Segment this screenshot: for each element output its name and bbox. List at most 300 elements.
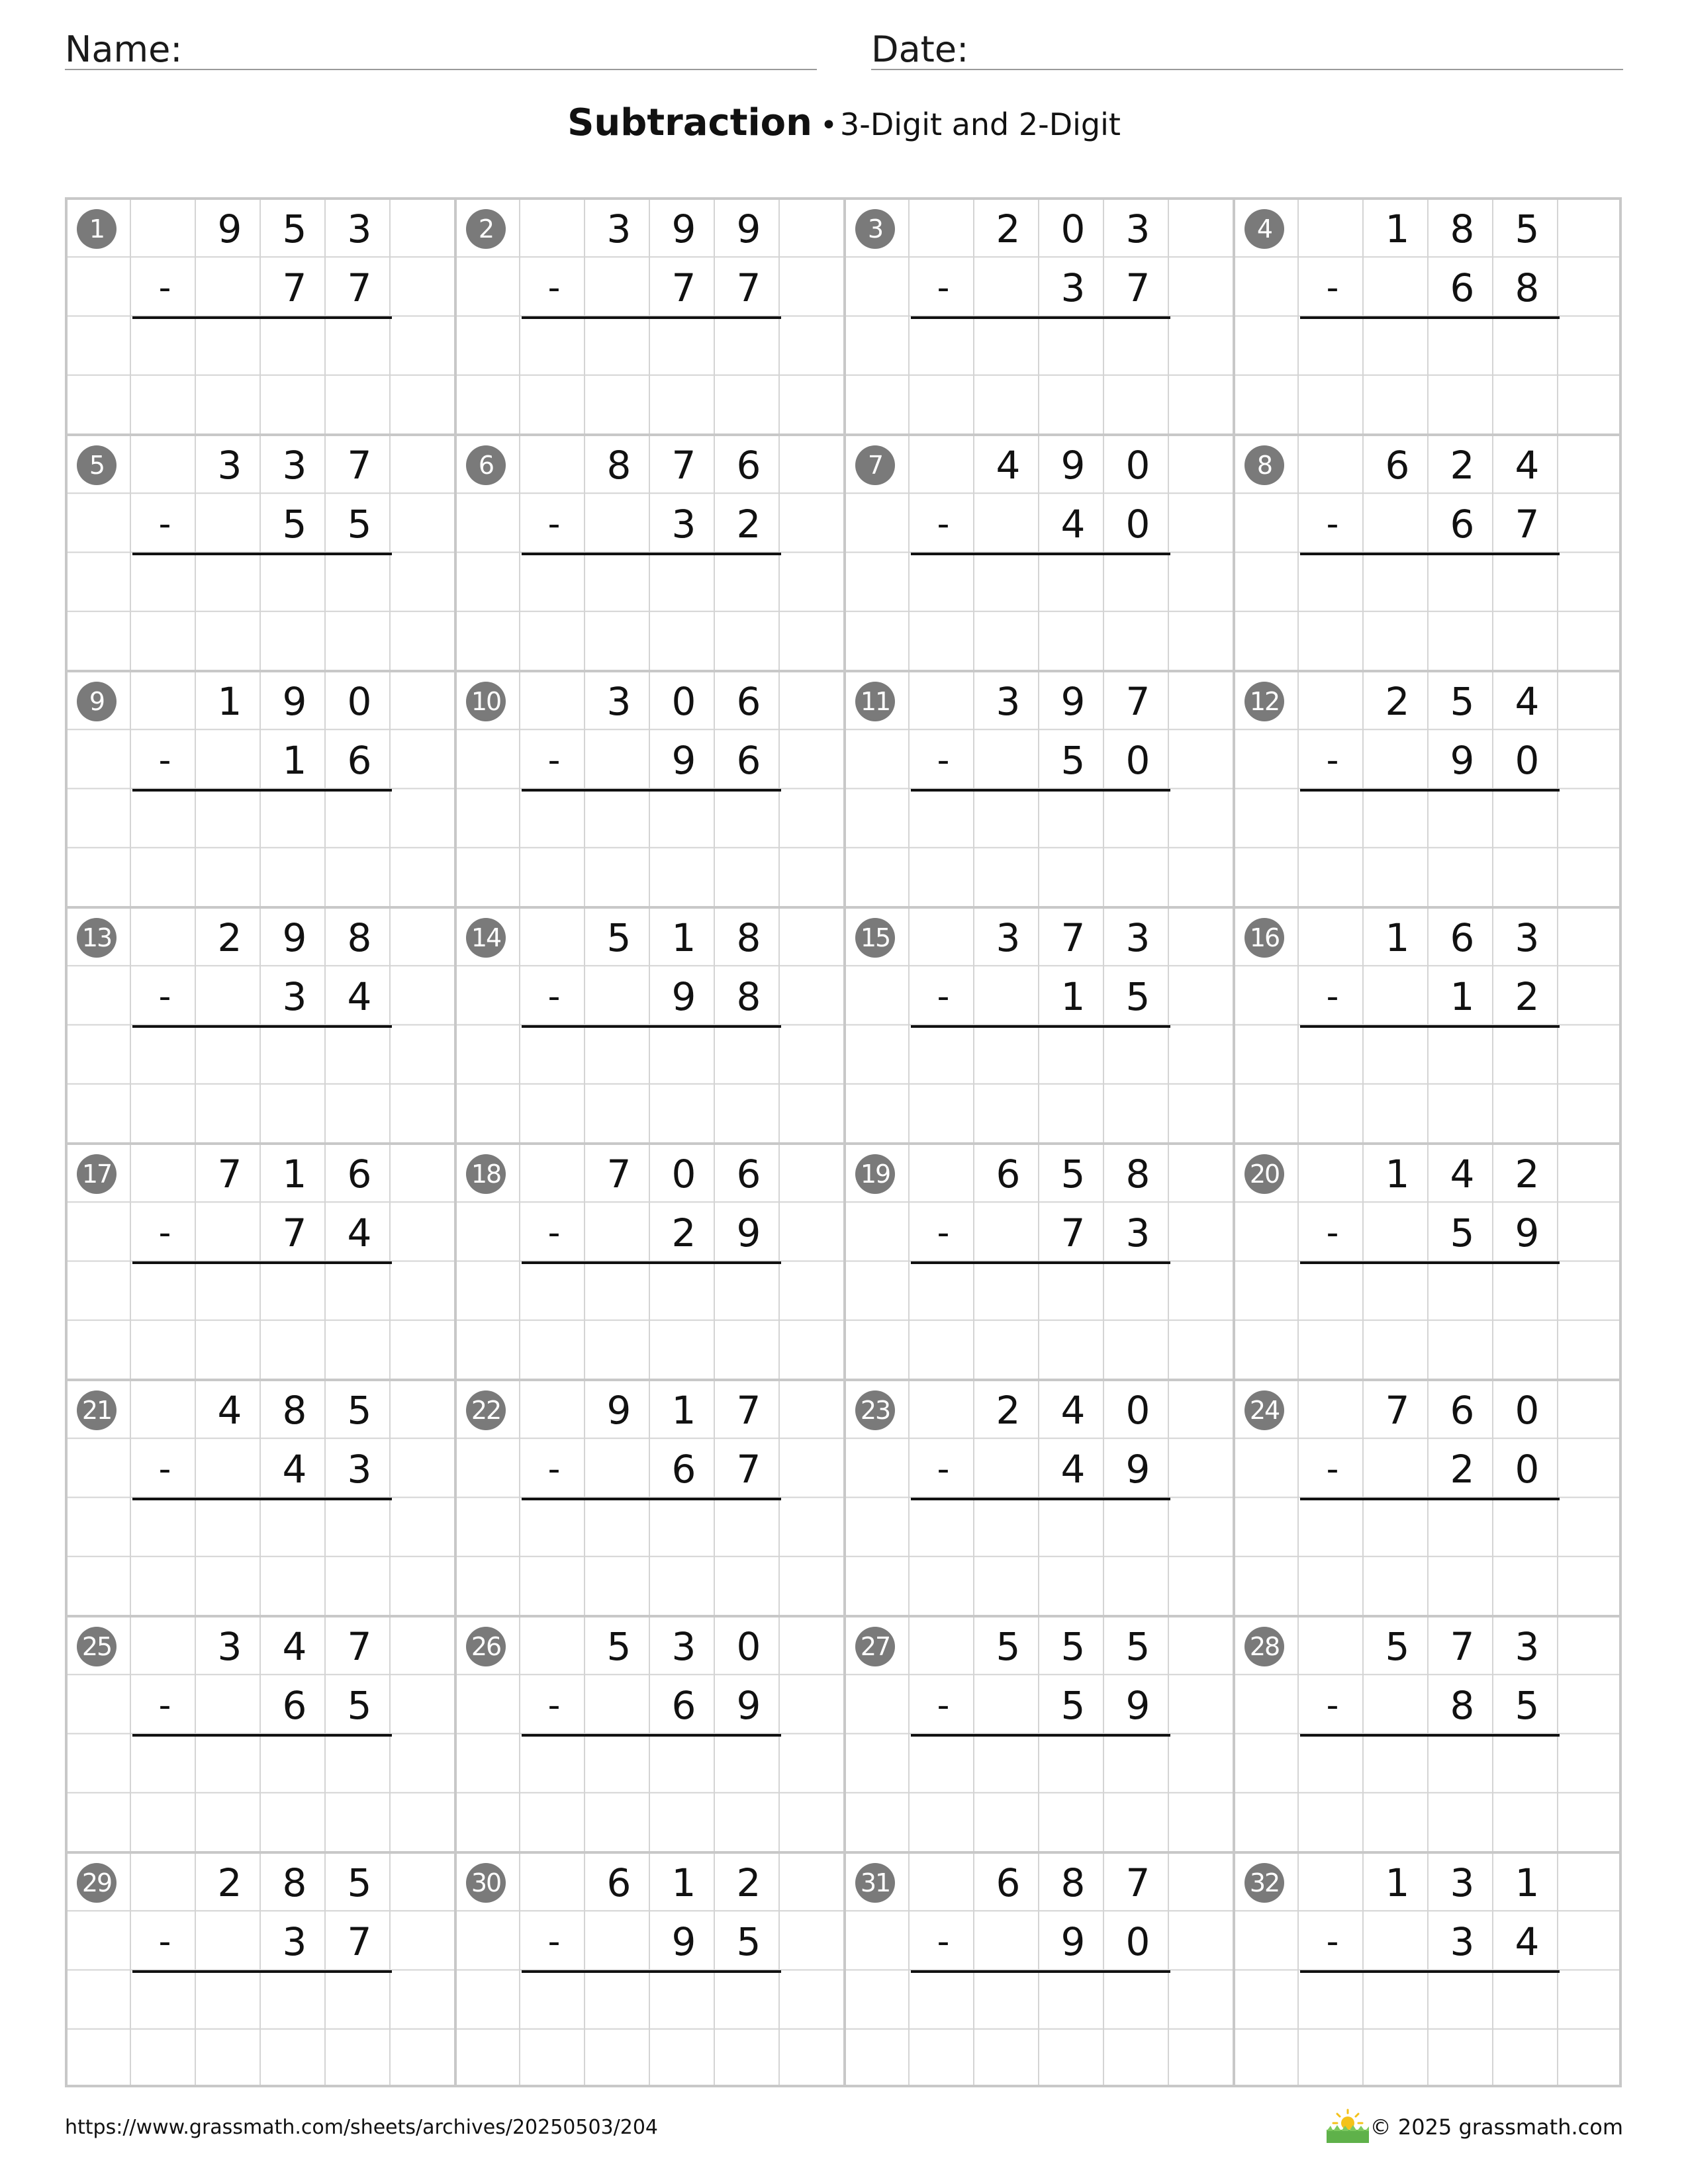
problem-number-badge: 32 — [1244, 1863, 1284, 1903]
problem-block — [1233, 906, 1622, 1142]
minuend-digit: 2 — [996, 1388, 1021, 1433]
minuend-digit: 8 — [1060, 1860, 1086, 1905]
minus-sign: - — [1326, 1686, 1339, 1725]
minuend-digit: 8 — [282, 1388, 307, 1433]
minuend-digit: 8 — [1450, 206, 1475, 251]
minus-sign: - — [1326, 977, 1339, 1017]
problem-block — [65, 1851, 454, 2087]
minuend-digit: 9 — [606, 1388, 632, 1433]
subtrahend-digit: 6 — [1450, 502, 1475, 547]
answer-line — [911, 789, 1170, 792]
minus-sign: - — [158, 1922, 171, 1962]
problem-number-badge: 3 — [855, 209, 895, 249]
subtrahend-digit: 9 — [1125, 1447, 1150, 1492]
minuend-digit: 9 — [282, 915, 307, 960]
problem-block — [843, 1379, 1233, 1615]
minuend-digit: 5 — [1515, 206, 1540, 251]
problem-number-badge: 23 — [855, 1390, 895, 1430]
answer-line — [1300, 1025, 1560, 1028]
problem-block — [65, 197, 454, 433]
minus-sign: - — [937, 1686, 950, 1725]
subtrahend-digit: 1 — [1060, 974, 1086, 1020]
minuend-digit: 9 — [671, 206, 696, 251]
minuend-digit: 7 — [1450, 1624, 1475, 1669]
minus-sign: - — [158, 1449, 171, 1489]
answer-line — [132, 1498, 392, 1500]
subtrahend-digit: 3 — [347, 1447, 372, 1492]
date-label: Date: — [871, 28, 969, 70]
problem-number-badge: 1 — [77, 209, 117, 249]
problem-block — [843, 433, 1233, 670]
subtrahend-digit: 7 — [1060, 1210, 1086, 1256]
minuend-digit: 1 — [1385, 1860, 1410, 1905]
minuend-digit: 3 — [996, 915, 1021, 960]
subtrahend-digit: 2 — [1450, 1447, 1475, 1492]
subtrahend-digit: 0 — [1125, 1919, 1150, 1965]
answer-line — [522, 316, 781, 319]
minuend-digit: 7 — [217, 1152, 242, 1197]
minuend-digit: 1 — [1385, 915, 1410, 960]
answer-line — [911, 553, 1170, 555]
minus-sign: - — [1326, 1449, 1339, 1489]
minuend-digit: 3 — [606, 679, 632, 724]
answer-line — [911, 316, 1170, 319]
minuend-digit: 4 — [1060, 1388, 1086, 1433]
subtrahend-digit: 6 — [1450, 265, 1475, 311]
subtrahend-digit: 6 — [671, 1447, 696, 1492]
minuend-digit: 9 — [736, 206, 761, 251]
minuend-digit: 0 — [671, 679, 696, 724]
answer-line — [1300, 316, 1560, 319]
minuend-digit: 1 — [1385, 206, 1410, 251]
minuend-digit: 5 — [282, 206, 307, 251]
problem-number-badge: 19 — [855, 1154, 895, 1194]
minuend-digit: 5 — [1450, 679, 1475, 724]
subtrahend-digit: 9 — [736, 1683, 761, 1729]
problem-number-badge: 13 — [77, 918, 117, 958]
worksheet-grid — [65, 197, 1622, 2087]
subtrahend-digit: 3 — [282, 974, 307, 1020]
minuend-digit: 3 — [347, 206, 372, 251]
problem-number-badge: 14 — [466, 918, 506, 958]
subtrahend-digit: 8 — [1450, 1683, 1475, 1729]
minus-sign: - — [158, 1686, 171, 1725]
subtrahend-digit: 3 — [1450, 1919, 1475, 1965]
problem-block — [1233, 1615, 1622, 1851]
minus-sign: - — [937, 504, 950, 544]
minuend-digit: 7 — [736, 1388, 761, 1433]
problem-number-badge: 26 — [466, 1627, 506, 1666]
minuend-digit: 7 — [347, 443, 372, 488]
answer-line — [522, 1970, 781, 1973]
minuend-digit: 0 — [1125, 443, 1150, 488]
subtrahend-digit: 7 — [1515, 502, 1540, 547]
subtrahend-digit: 0 — [1515, 1447, 1540, 1492]
subtrahend-digit: 7 — [671, 265, 696, 311]
minuend-digit: 2 — [996, 206, 1021, 251]
minuend-digit: 0 — [1125, 1388, 1150, 1433]
minuend-digit: 3 — [217, 1624, 242, 1669]
minus-sign: - — [547, 504, 561, 544]
subtrahend-digit: 2 — [736, 502, 761, 547]
date-field[interactable] — [871, 26, 1623, 70]
minuend-digit: 7 — [1385, 1388, 1410, 1433]
problem-block — [454, 1142, 843, 1379]
problem-number-badge: 17 — [77, 1154, 117, 1194]
subtrahend-digit: 6 — [671, 1683, 696, 1729]
subtrahend-digit: 9 — [671, 1919, 696, 1965]
minus-sign: - — [937, 1449, 950, 1489]
minuend-digit: 1 — [217, 679, 242, 724]
minuend-digit: 3 — [606, 206, 632, 251]
minuend-digit: 5 — [347, 1860, 372, 1905]
problem-number-badge: 11 — [855, 682, 895, 721]
minus-sign: - — [547, 268, 561, 308]
problem-number-badge: 31 — [855, 1863, 895, 1903]
subtrahend-digit: 5 — [347, 1683, 372, 1729]
minus-sign: - — [158, 268, 171, 308]
minuend-digit: 6 — [606, 1860, 632, 1905]
subtrahend-digit: 9 — [671, 974, 696, 1020]
minuend-digit: 2 — [1515, 1152, 1540, 1197]
problem-number-badge: 20 — [1244, 1154, 1284, 1194]
problem-block — [843, 1615, 1233, 1851]
problem-block — [454, 433, 843, 670]
subtrahend-digit: 4 — [282, 1447, 307, 1492]
problem-number-badge: 29 — [77, 1863, 117, 1903]
minuend-digit: 3 — [1125, 915, 1150, 960]
answer-line — [911, 1261, 1170, 1264]
name-label: Name: — [65, 28, 183, 70]
minuend-digit: 2 — [1385, 679, 1410, 724]
subtrahend-digit: 4 — [347, 974, 372, 1020]
minuend-digit: 6 — [1450, 1388, 1475, 1433]
problem-block — [1233, 433, 1622, 670]
minus-sign: - — [937, 1922, 950, 1962]
minus-sign: - — [937, 741, 950, 780]
problem-number-badge: 15 — [855, 918, 895, 958]
problem-block — [843, 670, 1233, 906]
minus-sign: - — [158, 1213, 171, 1253]
subtrahend-digit: 3 — [671, 502, 696, 547]
problem-number-badge: 9 — [77, 682, 117, 721]
subtrahend-digit: 5 — [1125, 974, 1150, 1020]
problem-block — [65, 906, 454, 1142]
minuend-digit: 3 — [1125, 206, 1150, 251]
subtrahend-digit: 5 — [347, 502, 372, 547]
minuend-digit: 4 — [282, 1624, 307, 1669]
problem-block — [454, 1851, 843, 2087]
subtrahend-digit: 6 — [736, 738, 761, 784]
grass-sun-logo-icon — [1324, 2107, 1372, 2144]
footer-copyright: © 2025 grassmath.com — [1370, 2115, 1623, 2140]
subtrahend-digit: 5 — [1060, 1683, 1086, 1729]
minuend-digit: 7 — [606, 1152, 632, 1197]
subtrahend-digit: 8 — [1515, 265, 1540, 311]
subtrahend-digit: 3 — [1125, 1210, 1150, 1256]
minuend-digit: 5 — [996, 1624, 1021, 1669]
minus-sign: - — [547, 977, 561, 1017]
minus-sign: - — [937, 977, 950, 1017]
minuend-digit: 9 — [217, 206, 242, 251]
minus-sign: - — [1326, 1922, 1339, 1962]
minuend-digit: 7 — [671, 443, 696, 488]
answer-line — [1300, 553, 1560, 555]
minus-sign: - — [547, 741, 561, 780]
minuend-digit: 0 — [736, 1624, 761, 1669]
problem-number-badge: 4 — [1244, 209, 1284, 249]
minuend-digit: 3 — [671, 1624, 696, 1669]
minuend-digit: 4 — [217, 1388, 242, 1433]
subtrahend-digit: 9 — [736, 1210, 761, 1256]
subtrahend-digit: 4 — [1060, 502, 1086, 547]
minuend-digit: 7 — [347, 1624, 372, 1669]
subtrahend-digit: 9 — [1450, 738, 1475, 784]
answer-line — [911, 1498, 1170, 1500]
problem-block — [65, 1379, 454, 1615]
minuend-digit: 6 — [736, 679, 761, 724]
minuend-digit: 5 — [1060, 1624, 1086, 1669]
subtrahend-digit: 6 — [347, 738, 372, 784]
minuend-digit: 7 — [1125, 1860, 1150, 1905]
answer-line — [132, 1261, 392, 1264]
problem-block — [454, 1615, 843, 1851]
answer-line — [132, 1734, 392, 1737]
subtrahend-digit: 0 — [1515, 738, 1540, 784]
worksheet-title — [0, 101, 1688, 144]
minuend-digit: 5 — [1060, 1152, 1086, 1197]
problem-block — [1233, 670, 1622, 906]
minus-sign: - — [547, 1686, 561, 1725]
subtrahend-digit: 7 — [736, 265, 761, 311]
problem-number-badge: 16 — [1244, 918, 1284, 958]
answer-line — [911, 1970, 1170, 1973]
minuend-digit: 8 — [347, 915, 372, 960]
subtrahend-digit: 2 — [1515, 974, 1540, 1020]
subtrahend-digit: 9 — [1060, 1919, 1086, 1965]
problem-block — [65, 1142, 454, 1379]
answer-line — [522, 553, 781, 555]
subtrahend-digit: 5 — [282, 502, 307, 547]
answer-line — [522, 1734, 781, 1737]
answer-line — [1300, 1734, 1560, 1737]
minuend-digit: 1 — [282, 1152, 307, 1197]
minuend-digit: 9 — [1060, 679, 1086, 724]
answer-line — [132, 1970, 392, 1973]
minuend-digit: 4 — [1515, 679, 1540, 724]
problem-number-badge: 12 — [1244, 682, 1284, 721]
minuend-digit: 8 — [736, 915, 761, 960]
subtrahend-digit: 7 — [347, 1919, 372, 1965]
subtrahend-digit: 0 — [1125, 738, 1150, 784]
subtrahend-digit: 7 — [282, 1210, 307, 1256]
problem-number-badge: 5 — [77, 445, 117, 485]
minuend-digit: 7 — [1060, 915, 1086, 960]
minuend-digit: 1 — [671, 915, 696, 960]
answer-line — [911, 1025, 1170, 1028]
subtrahend-digit: 1 — [1450, 974, 1475, 1020]
subtrahend-digit: 4 — [1060, 1447, 1086, 1492]
minuend-digit: 1 — [671, 1388, 696, 1433]
answer-line — [522, 1498, 781, 1500]
minuend-digit: 4 — [996, 443, 1021, 488]
minus-sign: - — [158, 741, 171, 780]
problem-number-badge: 25 — [77, 1627, 117, 1666]
problem-number-badge: 8 — [1244, 445, 1284, 485]
minus-sign: - — [1326, 268, 1339, 308]
problem-block — [843, 906, 1233, 1142]
problem-block — [843, 1851, 1233, 2087]
minuend-digit: 7 — [1125, 679, 1150, 724]
problem-block — [454, 1379, 843, 1615]
subtrahend-digit: 9 — [1515, 1210, 1540, 1256]
minus-sign: - — [1326, 741, 1339, 780]
problem-block — [65, 670, 454, 906]
minuend-digit: 6 — [1385, 443, 1410, 488]
subtrahend-digit: 4 — [347, 1210, 372, 1256]
minuend-digit: 5 — [606, 915, 632, 960]
minuend-digit: 6 — [996, 1152, 1021, 1197]
problem-block — [843, 197, 1233, 433]
minuend-digit: 4 — [1515, 443, 1540, 488]
minuend-digit: 3 — [1450, 1860, 1475, 1905]
subtrahend-digit: 5 — [1450, 1210, 1475, 1256]
minuend-digit: 2 — [736, 1860, 761, 1905]
subtrahend-digit: 5 — [736, 1919, 761, 1965]
minuend-digit: 9 — [282, 679, 307, 724]
minuend-digit: 9 — [1060, 443, 1086, 488]
minuend-digit: 1 — [671, 1860, 696, 1905]
minus-sign: - — [937, 1213, 950, 1253]
answer-line — [1300, 1498, 1560, 1500]
problem-block — [65, 1615, 454, 1851]
minuend-digit: 3 — [1515, 915, 1540, 960]
answer-line — [132, 789, 392, 792]
subtrahend-digit: 3 — [1060, 265, 1086, 311]
problem-block — [65, 433, 454, 670]
subtrahend-digit: 2 — [671, 1210, 696, 1256]
minuend-digit: 1 — [1385, 1152, 1410, 1197]
problem-number-badge: 18 — [466, 1154, 506, 1194]
minus-sign: - — [937, 268, 950, 308]
subtrahend-digit: 9 — [1125, 1683, 1150, 1729]
minus-sign: - — [158, 504, 171, 544]
minuend-digit: 6 — [347, 1152, 372, 1197]
problem-number-badge: 27 — [855, 1627, 895, 1666]
answer-line — [522, 789, 781, 792]
minuend-digit: 2 — [217, 915, 242, 960]
minuend-digit: 6 — [736, 1152, 761, 1197]
minus-sign: - — [1326, 504, 1339, 544]
minus-sign: - — [1326, 1213, 1339, 1253]
subtrahend-digit: 5 — [1060, 738, 1086, 784]
answer-line — [132, 553, 392, 555]
minuend-digit: 1 — [1515, 1860, 1540, 1905]
minuend-digit: 4 — [1450, 1152, 1475, 1197]
answer-line — [1300, 789, 1560, 792]
minuend-digit: 3 — [282, 443, 307, 488]
subtrahend-digit: 4 — [1515, 1919, 1540, 1965]
subtrahend-digit: 7 — [282, 265, 307, 311]
title-bullet: • — [820, 109, 837, 142]
problem-number-badge: 28 — [1244, 1627, 1284, 1666]
footer-url: https://www.grassmath.com/sheets/archives/20250503/204 — [65, 2116, 659, 2139]
subtrahend-digit: 5 — [1515, 1683, 1540, 1729]
answer-line — [522, 1261, 781, 1264]
answer-line — [1300, 1261, 1560, 1264]
subtrahend-digit: 1 — [282, 738, 307, 784]
minuend-digit: 2 — [217, 1860, 242, 1905]
problem-block — [1233, 1142, 1622, 1379]
minuend-digit: 8 — [606, 443, 632, 488]
minuend-digit: 8 — [1125, 1152, 1150, 1197]
problem-block — [454, 906, 843, 1142]
subtrahend-digit: 3 — [282, 1919, 307, 1965]
minuend-digit: 5 — [347, 1388, 372, 1433]
title-main: Subtraction — [567, 101, 813, 144]
minuend-digit: 0 — [347, 679, 372, 724]
subtrahend-digit: 0 — [1125, 502, 1150, 547]
minuend-digit: 0 — [671, 1152, 696, 1197]
minuend-digit: 3 — [217, 443, 242, 488]
problem-block — [1233, 1851, 1622, 2087]
minuend-digit: 2 — [1450, 443, 1475, 488]
answer-line — [1300, 1970, 1560, 1973]
subtrahend-digit: 7 — [736, 1447, 761, 1492]
minus-sign: - — [547, 1449, 561, 1489]
problem-block — [1233, 1379, 1622, 1615]
minuend-digit: 6 — [996, 1860, 1021, 1905]
subtrahend-digit: 6 — [282, 1683, 307, 1729]
minuend-digit: 5 — [1125, 1624, 1150, 1669]
name-field[interactable] — [65, 26, 817, 70]
minuend-digit: 6 — [1450, 915, 1475, 960]
minuend-digit: 0 — [1515, 1388, 1540, 1433]
minus-sign: - — [158, 977, 171, 1017]
minuend-digit: 6 — [736, 443, 761, 488]
minus-sign: - — [547, 1213, 561, 1253]
minuend-digit: 0 — [1060, 206, 1086, 251]
minuend-digit: 5 — [1385, 1624, 1410, 1669]
minuend-digit: 3 — [1515, 1624, 1540, 1669]
problem-number-badge: 21 — [77, 1390, 117, 1430]
problem-number-badge: 10 — [466, 682, 506, 721]
problem-block — [843, 1142, 1233, 1379]
minuend-digit: 8 — [282, 1860, 307, 1905]
minuend-digit: 5 — [606, 1624, 632, 1669]
answer-line — [522, 1025, 781, 1028]
problem-number-badge: 24 — [1244, 1390, 1284, 1430]
problem-number-badge: 22 — [466, 1390, 506, 1430]
minuend-digit: 3 — [996, 679, 1021, 724]
problem-block — [1233, 197, 1622, 433]
subtrahend-digit: 7 — [347, 265, 372, 311]
answer-line — [132, 1025, 392, 1028]
answer-line — [132, 316, 392, 319]
problem-number-badge: 7 — [855, 445, 895, 485]
subtrahend-digit: 8 — [736, 974, 761, 1020]
minus-sign: - — [547, 1922, 561, 1962]
title-subtitle: 3-Digit and 2-Digit — [839, 107, 1121, 142]
problem-number-badge: 2 — [466, 209, 506, 249]
subtrahend-digit: 7 — [1125, 265, 1150, 311]
problem-number-badge: 30 — [466, 1863, 506, 1903]
problem-block — [454, 670, 843, 906]
problem-number-badge: 6 — [466, 445, 506, 485]
subtrahend-digit: 9 — [671, 738, 696, 784]
answer-line — [911, 1734, 1170, 1737]
problem-block — [454, 197, 843, 433]
